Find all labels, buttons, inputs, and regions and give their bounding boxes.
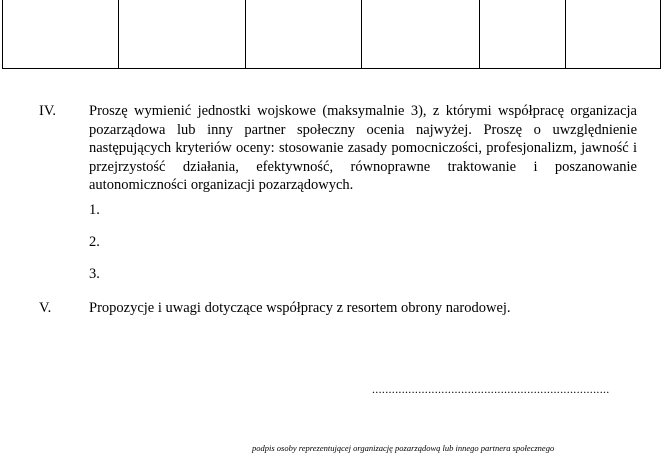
section-iv-text: Proszę wymienić jednostki wojskowe (maksymalnie 3), z którymi współpracę organizacja pozarządowa lub inny partner społeczny ocenia najwyżej. Proszę o uwzględnienie następujących kryteriów oceny: stosowanie zasady pomocniczości, profesjonalizm, jawność i przejrzystość działania, efektywność, równoprawne traktowanie i poszanowanie autonomiczności organizacji pozarządowych. [89, 103, 637, 194]
table-cell [362, 0, 480, 68]
section-v-number: V. [39, 300, 52, 316]
top-table [2, 0, 661, 69]
table-row [3, 0, 661, 68]
table-cell [246, 0, 362, 68]
table-cell [566, 0, 661, 68]
section-iv-number: IV. [39, 103, 57, 119]
signature-caption: podpis osoby reprezentującej organizację pozarządową lub innego partnera społecznego [252, 443, 555, 453]
table-cell [119, 0, 246, 68]
signature-line: ........................................................................ [372, 382, 610, 396]
list-item: 3. [89, 266, 100, 282]
table-cell [480, 0, 566, 68]
list-item: 2. [89, 234, 100, 250]
list-item: 1. [89, 202, 100, 218]
section-v-text: Propozycje i uwagi dotyczące współpracy z resortem obrony narodowej. [89, 300, 511, 316]
table-cell [3, 0, 119, 68]
